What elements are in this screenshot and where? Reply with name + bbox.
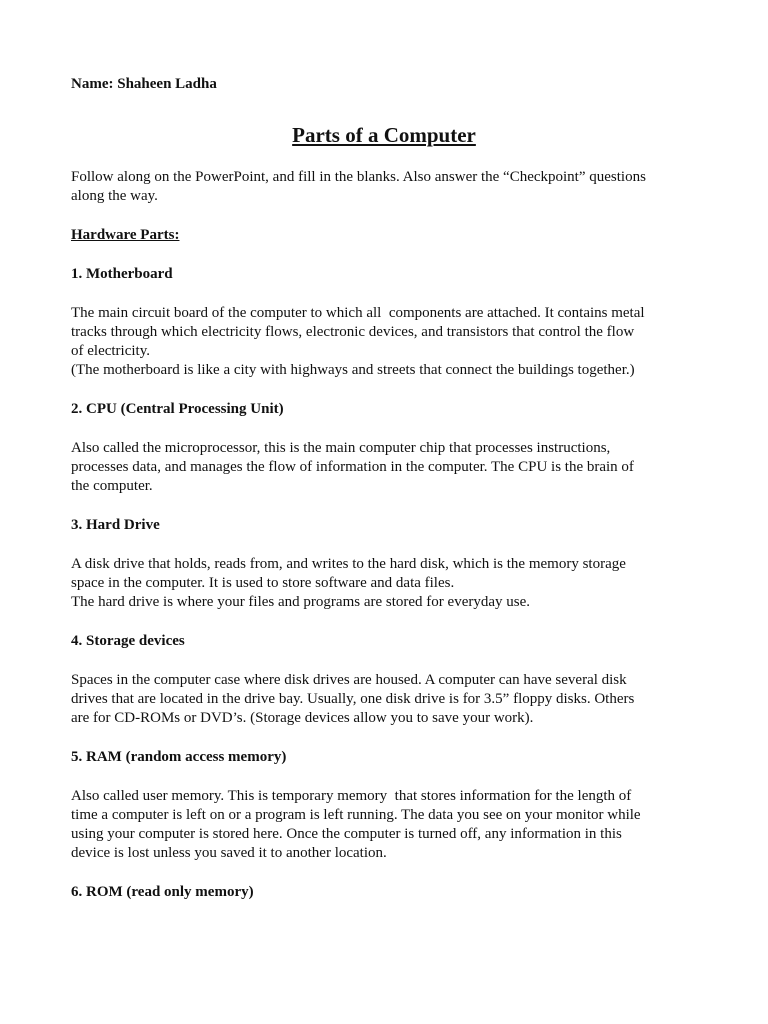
section-text-line: processes data, and manages the flow of information in the computer. The CPU is the brain of — [71, 459, 634, 475]
section-text-line: A disk drive that holds, reads from, and writes to the hard disk, which is the memory storage — [71, 556, 626, 572]
student-name: Name: Shaheen Ladha — [71, 76, 217, 92]
section-text-line: (The motherboard is like a city with highways and streets that connect the buildings together.) — [71, 362, 635, 378]
section-text-line: drives that are located in the drive bay. Usually, one disk drive is for 3.5” floppy disks. Others — [71, 691, 635, 707]
section-text-line: device is lost unless you saved it to another location. — [71, 845, 387, 861]
intro-line: Follow along on the PowerPoint, and fill in the blanks. Also answer the “Checkpoint” questions — [71, 169, 646, 185]
section-text-line: The hard drive is where your files and programs are stored for everyday use. — [71, 594, 530, 610]
section-text-line: using your computer is stored here. Once the computer is turned off, any information in this — [71, 826, 622, 842]
section-heading: 4. Storage devices — [71, 633, 185, 649]
section-text-line: are for CD-ROMs or DVD’s. (Storage devices allow you to save your work). — [71, 710, 534, 726]
section-heading: 3. Hard Drive — [71, 517, 160, 533]
section-text-line: Also called the microprocessor, this is the main computer chip that processes instructions, — [71, 440, 611, 456]
page-title-text: Parts of a Computer — [292, 123, 476, 147]
page-title — [0, 122, 768, 148]
section-heading: 2. CPU (Central Processing Unit) — [71, 401, 284, 417]
intro-line: along the way. — [71, 188, 158, 204]
section-text-line: Also called user memory. This is temporary memory that stores information for the length of — [71, 788, 632, 804]
section-heading: 1. Motherboard — [71, 266, 173, 282]
section-text-line: tracks through which electricity flows, electronic devices, and transistors that control the flow — [71, 324, 635, 340]
section-heading: 6. ROM (read only memory) — [71, 884, 254, 900]
section-text-line: Spaces in the computer case where disk drives are housed. A computer can have several disk — [71, 672, 627, 688]
section-text-line: of electricity. — [71, 343, 150, 359]
section-heading: 5. RAM (random access memory) — [71, 749, 287, 765]
section-text-line: the computer. — [71, 478, 153, 494]
hardware-heading: Hardware Parts: — [71, 227, 180, 243]
section-text-line: time a computer is left on or a program is left running. The data you see on your monitor while — [71, 807, 641, 823]
section-text-line: space in the computer. It is used to store software and data files. — [71, 575, 455, 591]
section-text-line: The main circuit board of the computer to which all components are attached. It contains metal — [71, 305, 645, 321]
